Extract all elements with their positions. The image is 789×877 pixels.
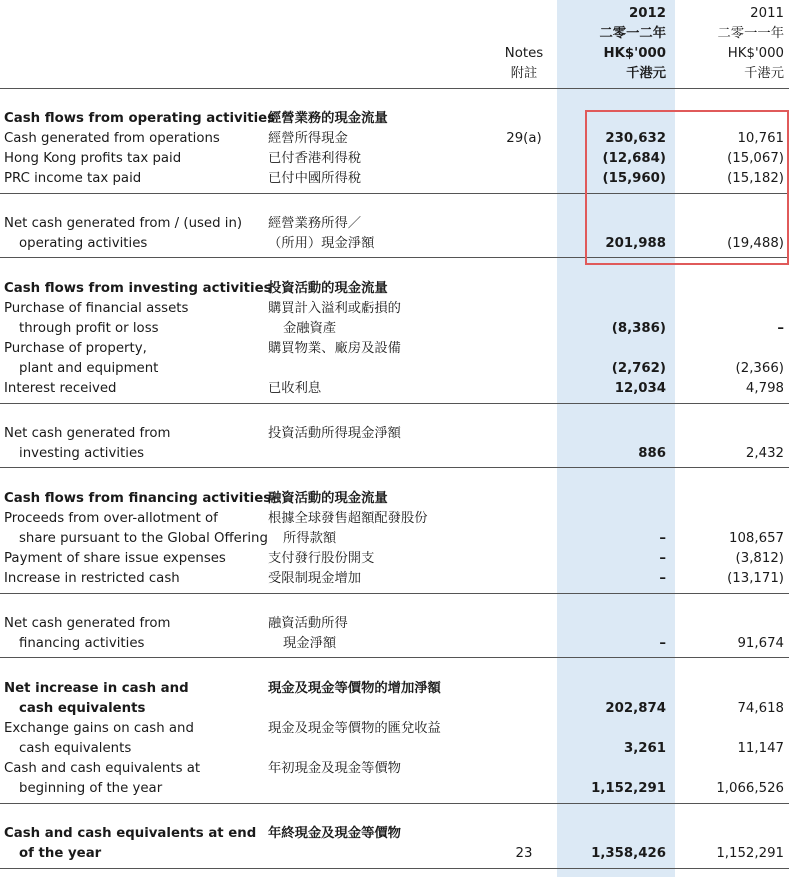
subtotal-label-cont: investing activities: [19, 446, 145, 461]
net-increase-label: Net increase in cash and: [4, 681, 189, 696]
subtotal-label-zh-cont: 現金淨額: [283, 636, 337, 651]
row-label-zh-cont: 所得款額: [283, 531, 337, 546]
subtotal-value-2012: 201,988: [605, 236, 666, 251]
row-label-zh: 經營所得現金: [268, 131, 348, 146]
ending-cash-note: 23: [515, 846, 533, 861]
row-value-2011: 4,798: [745, 381, 784, 396]
row-label: PRC income tax paid: [4, 171, 142, 186]
subtotal-label-cont: operating activities: [19, 236, 148, 251]
row-label-zh: 已付香港利得稅: [268, 151, 362, 166]
row-value-2012: 12,034: [614, 381, 666, 396]
row-value-2011: 1,066,526: [716, 781, 784, 796]
row-label: Exchange gains on cash and: [4, 721, 194, 736]
investing-section-title: Cash flows from investing activities: [4, 281, 272, 296]
row-label-cont: through profit or loss: [19, 321, 159, 336]
bottom-rule: [0, 868, 789, 869]
financing-section-title-zh: 融資活動的現金流量: [268, 491, 388, 506]
row-value-2011: (3,812): [735, 551, 784, 566]
section-rule: [0, 403, 789, 404]
subtotal-value-2011: 2,432: [745, 446, 784, 461]
row-value-2012: 1,152,291: [591, 781, 666, 796]
subtotal-value-2012: –: [659, 636, 666, 651]
row-value-2011: (2,366): [735, 361, 784, 376]
row-label: Cash generated from operations: [4, 131, 220, 146]
subtotal-value-2011: (19,488): [727, 236, 784, 251]
annotation-highlight-box: [585, 110, 789, 265]
header-rule: [0, 88, 789, 89]
subtotal-value-2012: 886: [638, 446, 666, 461]
row-label-zh: 已付中國所得稅: [268, 171, 362, 186]
year-2011-header: 2011: [750, 6, 784, 21]
row-value-2012: (12,684): [602, 151, 666, 166]
row-value-2012: –: [659, 531, 666, 546]
row-label-zh: 受限制現金增加: [268, 571, 362, 586]
row-label-zh: 已收利息: [268, 381, 322, 396]
row-value-2012: (15,960): [602, 171, 666, 186]
year-2012-header: 2012: [628, 6, 666, 21]
row-label: Proceeds from over-allotment of: [4, 511, 218, 526]
row-value-2012: (2,762): [611, 361, 666, 376]
subtotal-label-zh: 投資活動所得現金淨額: [268, 426, 401, 441]
row-value-2012: –: [659, 571, 666, 586]
row-value-2011: 108,657: [729, 531, 784, 546]
net-increase-value-2012: 202,874: [605, 701, 666, 716]
ending-cash-value-2012: 1,358,426: [591, 846, 666, 861]
row-value-2012: (8,386): [611, 321, 666, 336]
net-increase-label-zh: 現金及現金等價物的增加淨額: [268, 681, 441, 696]
row-label: Payment of share issue expenses: [4, 551, 226, 566]
notes-header: Notes: [504, 46, 544, 61]
subtotal-label-zh: 融資活動所得: [268, 616, 348, 631]
operating-section-title: Cash flows from operating activities: [4, 111, 276, 126]
row-value-2012: –: [659, 551, 666, 566]
year-2011-header-zh: 二零一一年: [717, 26, 784, 41]
row-label-zh: 根據全球發售超額配發股份: [268, 511, 428, 526]
section-rule: [0, 467, 789, 468]
row-label-zh-cont: 金融資產: [283, 321, 337, 336]
investing-section-title-zh: 投資活動的現金流量: [268, 281, 388, 296]
subtotal-label-zh: 經營業務所得／: [268, 216, 362, 231]
row-value-2012: 3,261: [623, 741, 666, 756]
row-value-2011: (13,171): [727, 571, 784, 586]
operating-section-title-zh: 經營業務的現金流量: [268, 111, 388, 126]
row-value-2011: (15,067): [727, 151, 784, 166]
net-increase-value-2011: 74,618: [737, 701, 784, 716]
year-2012-header-zh: 二零一二年: [599, 26, 666, 41]
ending-cash-label-zh: 年終現金及現金等價物: [268, 826, 401, 841]
row-value-2011: –: [777, 321, 784, 336]
ending-cash-value-2011: 1,152,291: [716, 846, 784, 861]
row-note: 29(a): [506, 131, 542, 146]
section-rule: [0, 657, 789, 658]
row-label-zh: 年初現金及現金等價物: [268, 761, 401, 776]
row-label-cont: share pursuant to the Global Offering: [19, 531, 268, 546]
row-label-zh: 購買物業、廠房及設備: [268, 341, 401, 356]
row-label: Cash and cash equivalents at: [4, 761, 201, 776]
subtotal-label: Net cash generated from: [4, 616, 171, 631]
subtotal-label: Net cash generated from: [4, 426, 171, 441]
row-label: Increase in restricted cash: [4, 571, 180, 586]
year-2011-unit-zh: 千港元: [744, 66, 784, 81]
row-label-zh: 購買計入溢利或虧損的: [268, 301, 401, 316]
row-label: Interest received: [4, 381, 117, 396]
row-value-2011: 10,761: [737, 131, 784, 146]
section-rule: [0, 803, 789, 804]
subtotal-label: Net cash generated from / (used in): [4, 216, 243, 231]
ending-cash-label-cont: of the year: [19, 846, 102, 861]
row-label: Purchase of financial assets: [4, 301, 189, 316]
subtotal-label-zh-cont: （所用）現金淨額: [268, 236, 375, 251]
row-label: Purchase of property,: [4, 341, 147, 356]
subtotal-value-2011: 91,674: [737, 636, 784, 651]
row-value-2012: 230,632: [605, 131, 666, 146]
row-label-zh: 現金及現金等價物的匯兌收益: [268, 721, 441, 736]
notes-header-zh: 附註: [510, 66, 538, 81]
net-increase-label-cont: cash equivalents: [19, 701, 146, 716]
row-value-2011: (15,182): [727, 171, 784, 186]
year-2012-unit-zh: 千港元: [626, 66, 666, 81]
row-label: Hong Kong profits tax paid: [4, 151, 182, 166]
row-value-2011: 11,147: [737, 741, 784, 756]
row-label-cont: beginning of the year: [19, 781, 163, 796]
subtotal-label-cont: financing activities: [19, 636, 145, 651]
financing-section-title: Cash flows from financing activities: [4, 491, 272, 506]
ending-cash-label: Cash and cash equivalents at end: [4, 826, 257, 841]
section-rule: [0, 593, 789, 594]
row-label-cont: plant and equipment: [19, 361, 159, 376]
row-label-zh: 支付發行股份開支: [268, 551, 375, 566]
year-2012-unit: HK$'000: [603, 46, 666, 61]
year-2011-unit: HK$'000: [727, 46, 784, 61]
row-label-cont: cash equivalents: [19, 741, 132, 756]
